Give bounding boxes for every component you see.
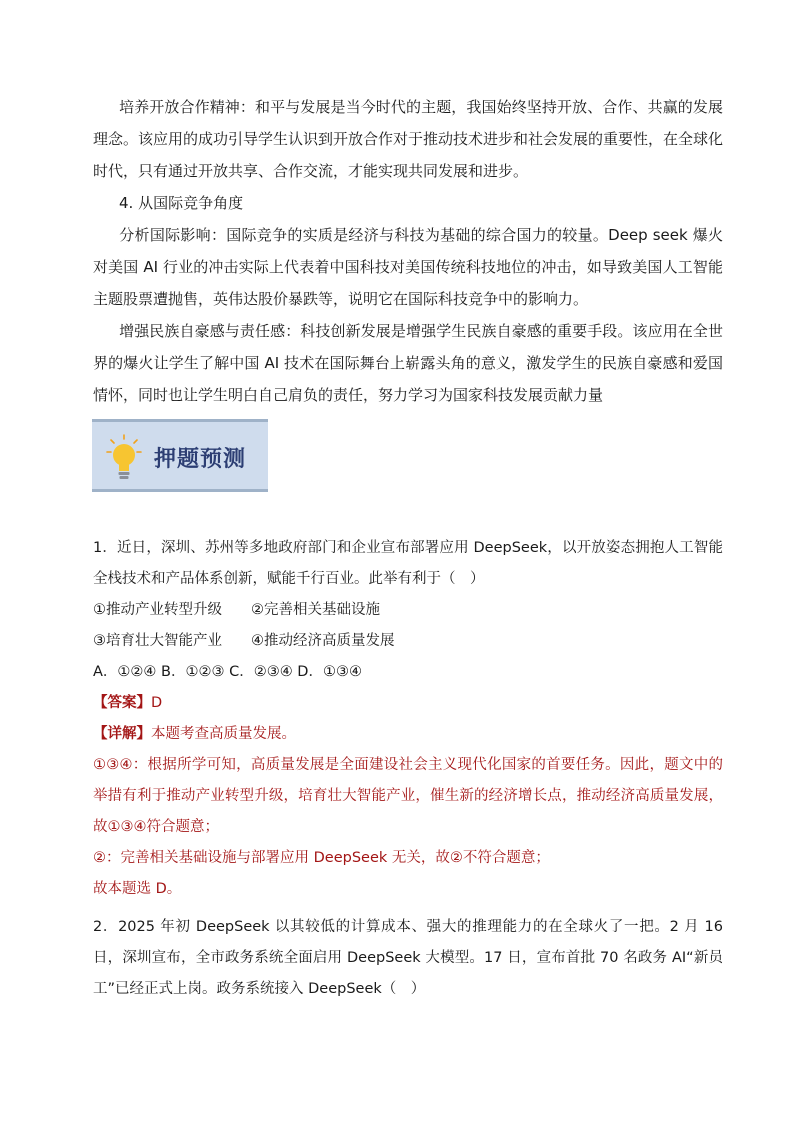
lightbulb-icon [106, 434, 142, 482]
detail-line [93, 719, 723, 750]
option-line: ③培育壮大智能产业 ④推动经济高质量发展 [93, 633, 395, 649]
paragraph-open-cooperation [93, 91, 723, 187]
intro-section [93, 91, 723, 411]
prediction-banner [92, 419, 268, 492]
option-line: ①推动产业转型升级 ②完善相关基础设施 [93, 602, 380, 618]
answer-tag: 【答案】 [93, 695, 151, 711]
paragraph-text: 分析国际影响：国际竞争的实质是经济与科技为基础的综合国力的较量。Deep seek 爆火对美国 AI 行业的冲击实际上代表着中国科技对美国传统科技地位的冲击，如导致美国人工智能主题股票遭抛售，英伟达股价暴跌等，说明它在国际科技竞争中的影响力。 [93, 226, 723, 308]
answer-line [93, 688, 723, 719]
heading-text: 4. 从国际竞争角度 [119, 194, 244, 212]
answer-choices: A．①②④ B．①②③ C．②③④ D．①③④ [93, 664, 362, 680]
question-stem: 1．近日，深圳、苏州等多地政府部门和企业宣布部署应用 DeepSeek，以开放姿态拥抱人工智能全栈技术和产品体系创新，赋能千行百业。此举有利于（ ） [93, 540, 723, 587]
paragraph-text: 增强民族自豪感与责任感：科技创新发展是增强学生民族自豪感的重要手段。该应用在全世界的爆火让学生了解中国 AI 技术在国际舞台上崭露头角的意义，激发学生的民族自豪感和爱国情怀，同时也让学生明白自己肩负的责任，努力学习为国家科技发展贡献力量 [93, 322, 723, 404]
question-stem: 2．2025 年初 DeepSeek 以其较低的计算成本、强大的推理能力的在全球火了一把。2 月 16 日，深圳宣布，全市政务系统全面启用 DeepSeek 大模型。17 日，宣布首批 70 名政务 AI“新员工”已经正式上岗。政务系统接入 DeepSeek（ ） [93, 919, 723, 997]
conclusion: 故本题选 D。 [93, 881, 182, 897]
detail-tag: 【详解】 [93, 726, 151, 742]
question-1 [93, 533, 723, 905]
paragraph-international-impact [93, 219, 723, 315]
answer-value: D [151, 695, 163, 711]
detail-text: 本题考查高质量发展。 [151, 726, 296, 742]
paragraph-national-pride [93, 315, 723, 411]
explanation-1: ①③④：根据所学可知，高质量发展是全面建设社会主义现代化国家的首要任务。因此，题文中的举措有利于推动产业转型升级，培育壮大智能产业，催生新的经济增长点，推动经济高质量发展，故①③④符合题意； [93, 757, 723, 835]
question-2 [93, 912, 723, 1005]
explanation-2: ②：完善相关基础设施与部署应用 DeepSeek 无关，故②不符合题意； [93, 850, 550, 866]
banner-label: 押题预测 [154, 447, 247, 472]
section-heading [93, 187, 723, 219]
paragraph-text: 培养开放合作精神：和平与发展是当今时代的主题，我国始终坚持开放、合作、共赢的发展理念。该应用的成功引导学生认识到开放合作对于推动技术进步和社会发展的重要性，在全球化时代，只有通过开放共享、合作交流，才能实现共同发展和进步。 [93, 98, 724, 180]
